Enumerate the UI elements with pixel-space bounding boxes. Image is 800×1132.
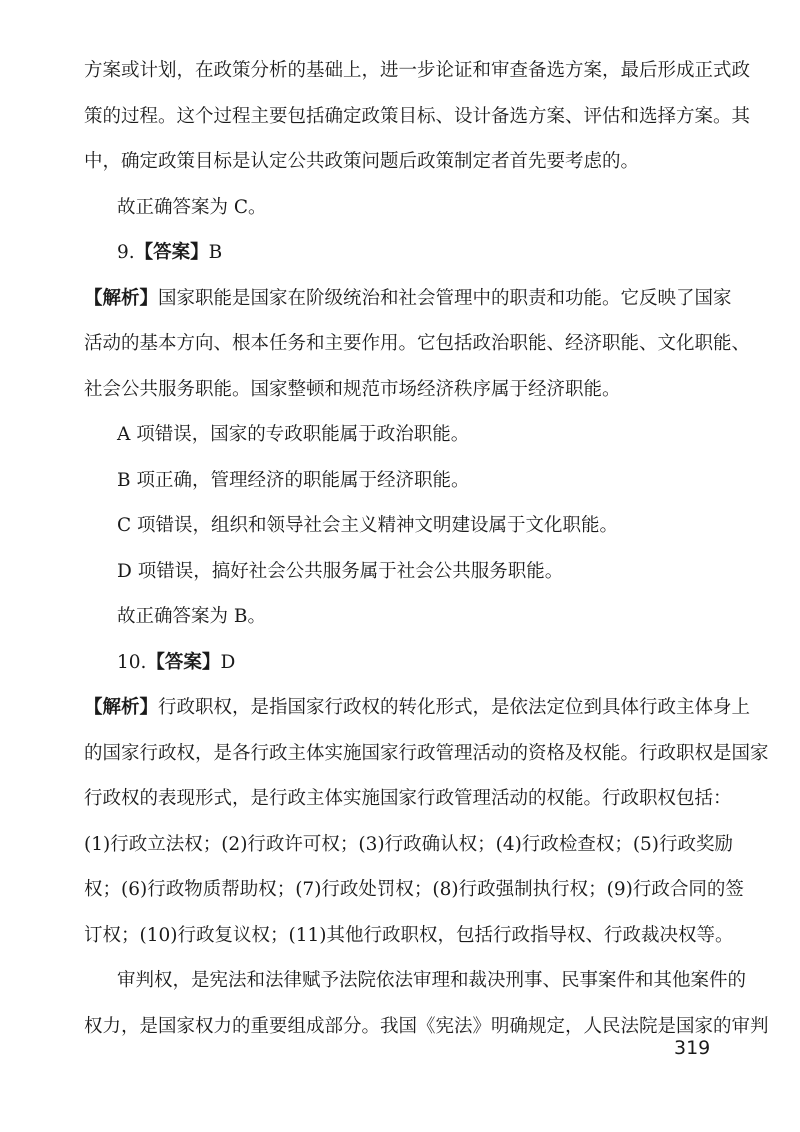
option-line: D 项错误，搞好社会公共服务属于社会公共服务职能。 [117,561,564,582]
conclusion-line: 故正确答案为 C。 [117,197,267,218]
option-line: B 项正确，管理经济的职能属于经济职能。 [117,470,470,491]
body-line: (1)行政立法权；(2)行政许可权；(3)行政确认权；(4)行政检查权；(5)行政奖励 [84,834,734,855]
body-line: 方案或计划，在政策分析的基础上，进一步论证和审查备选方案，最后形成正式政 [84,60,751,81]
body-line: 权力，是国家权力的重要组成部分。我国《宪法》明确规定，人民法院是国家的审判 [84,1016,769,1037]
analysis-tag: 【解析】 [84,288,159,309]
body-line: 行政权的表现形式，是行政主体实施国家行政管理活动的权能。行政职权包括： [84,788,732,809]
question-number: 10. [117,652,147,673]
answer-heading [117,241,222,265]
analysis-text: 国家职能是国家在阶级统治和社会管理中的职责和功能。它反映了国家 [158,288,732,309]
body-line: 审判权，是宪法和法律赋予法院依法审理和裁决刑事、民事案件和其他案件的 [117,970,747,991]
answer-value: D [220,652,236,673]
conclusion-line: 故正确答案为 B。 [117,606,266,627]
analysis-line [84,696,751,720]
answer-value: B [208,242,223,263]
body-line: 策的过程。这个过程主要包括确定政策目标、设计备选方案、评估和选择方案。其 [84,106,751,127]
question-number: 9. [117,242,135,263]
body-line: 活动的基本方向、根本任务和主要作用。它包括政治职能、经济职能、文化职能、 [84,333,751,354]
analysis-text: 行政职权，是指国家行政权的转化形式，是依法定位到具体行政主体身上 [158,697,751,718]
page-number: 319 [674,1037,711,1059]
body-line: 订权；(10)行政复议权；(11)其他行政职权，包括行政指导权、行政裁决权等。 [84,925,734,946]
body-line: 中，确定政策目标是认定公共政策问题后政策制定者首先要考虑的。 [84,151,640,172]
answer-tag: 【答案】 [134,242,209,263]
answer-tag: 【答案】 [146,652,221,673]
body-line: 权；(6)行政物质帮助权；(7)行政处罚权；(8)行政强制执行权；(9)行政合同的签 [84,879,744,900]
option-line: A 项错误，国家的专政职能属于政治职能。 [117,424,470,445]
body-line: 的国家行政权，是各行政主体实施国家行政管理活动的资格及权能。行政职权是国家 [84,743,769,764]
body-line: 社会公共服务职能。国家整顿和规范市场经济秩序属于经济职能。 [84,379,621,400]
option-line: C 项错误，组织和领导社会主义精神文明建设属于文化职能。 [117,515,619,536]
analysis-line [84,287,732,311]
answer-heading [117,651,235,675]
analysis-tag: 【解析】 [84,697,159,718]
